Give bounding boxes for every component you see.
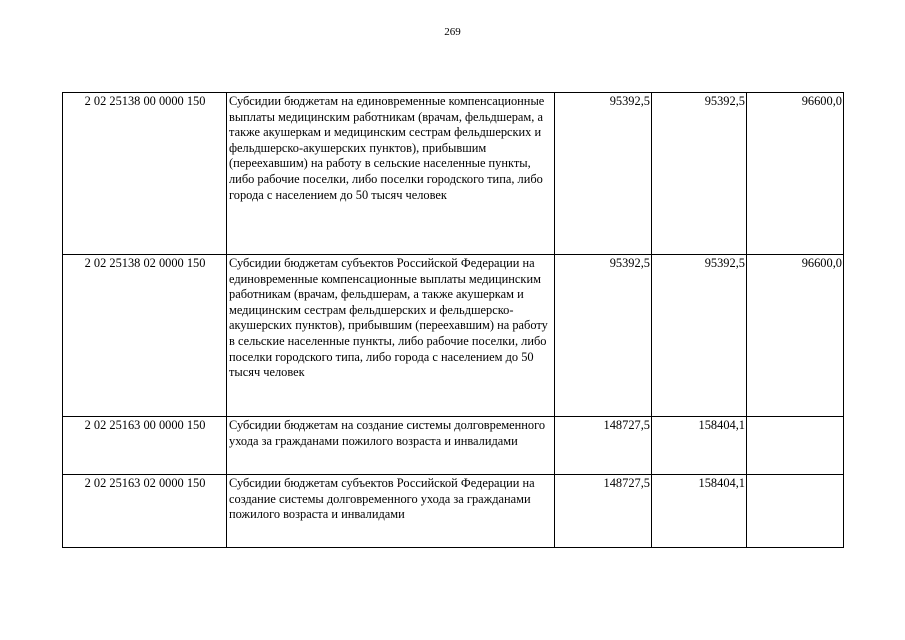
amount-cell-1: 95392,5: [555, 255, 652, 417]
amount-cell-1: 148727,5: [555, 417, 652, 475]
amount-cell-2: 95392,5: [652, 93, 747, 255]
page-number: 269: [444, 26, 461, 38]
revenue-name-cell: Субсидии бюджетам на единовременные компенсационные выплаты медицинским работникам (врачам, фельдшерам, а также акушеркам и медицинским сестрам фельдшерских и фельдшерско-акушерских пунктов), прибывшим (переехавшим) на работу в сельские населенные пункты, либо рабочие поселки, либо поселки городского типа, либо города с населением до 50 тысяч человек: [227, 93, 555, 255]
amount-cell-2: 95392,5: [652, 255, 747, 417]
budget-code-cell: 2 02 25138 02 0000 150: [63, 255, 227, 417]
table-row: [63, 93, 844, 255]
table-row: [63, 417, 844, 475]
budget-code-cell: 2 02 25163 00 0000 150: [63, 417, 227, 475]
amount-cell-3: 96600,0: [747, 93, 844, 255]
budget-revenue-table: [62, 92, 844, 548]
amount-cell-2: 158404,1: [652, 475, 747, 548]
amount-cell-3: [747, 475, 844, 548]
budget-code-cell: 2 02 25138 00 0000 150: [63, 93, 227, 255]
revenue-name-cell: Субсидии бюджетам на создание системы долговременного ухода за гражданами пожилого возраста и инвалидами: [227, 417, 555, 475]
budget-code-cell: 2 02 25163 02 0000 150: [63, 475, 227, 548]
amount-cell-3: 96600,0: [747, 255, 844, 417]
amount-cell-2: 158404,1: [652, 417, 747, 475]
revenue-name-cell: Субсидии бюджетам субъектов Российской Федерации на единовременные компенсационные выплаты медицинским работникам (врачам, фельдшерам, а также акушеркам и медицинским сестрам фельдшерских и фельдшерско-акушерских пунктов), прибывшим (переехавшим) на работу в сельские населенные пункты, либо рабочие поселки, либо поселки городского типа, либо города с населением до 50 тысяч человек: [227, 255, 555, 417]
table-row: [63, 475, 844, 548]
table-row: [63, 255, 844, 417]
amount-cell-1: 148727,5: [555, 475, 652, 548]
amount-cell-3: [747, 417, 844, 475]
revenue-name-cell: Субсидии бюджетам субъектов Российской Федерации на создание системы долговременного ухода за гражданами пожилого возраста и инвалидами: [227, 475, 555, 548]
amount-cell-1: 95392,5: [555, 93, 652, 255]
